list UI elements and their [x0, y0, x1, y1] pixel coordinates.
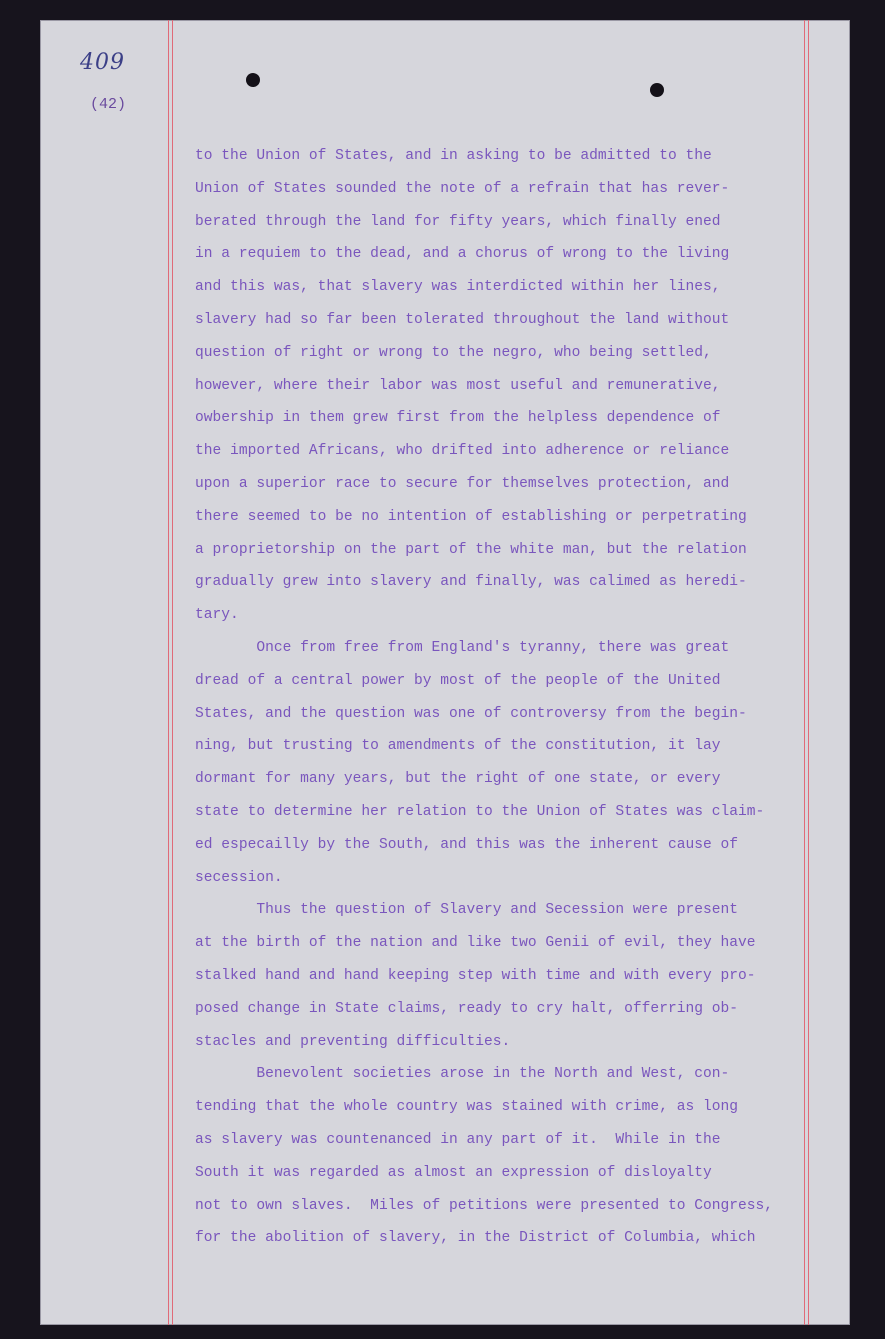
text-line: not to own slaves. Miles of petitions were presented to Congress,: [160, 1197, 774, 1214]
text-line: owbership in them grew first from the helpless dependence of: [160, 410, 721, 427]
text-line: Once from free from England's tyranny, there was great: [160, 639, 730, 656]
typed-body-text: [160, 140, 830, 1255]
text-line: question of right or wrong to the negro, who being settled,: [160, 344, 712, 361]
text-line: slavery had so far been tolerated throughout the land without: [160, 311, 730, 328]
punch-hole: [650, 83, 664, 97]
text-line: dormant for many years, but the right of one state, or every: [160, 771, 721, 788]
text-line: there seemed to be no intention of establishing or perpetrating: [160, 508, 747, 525]
text-line: Thus the question of Slavery and Secession were present: [160, 902, 739, 919]
text-line: dread of a central power by most of the people of the United: [160, 672, 721, 689]
text-line: however, where their labor was most useful and remunerative,: [160, 377, 721, 394]
text-line: stalked hand and hand keeping step with time and with every pro-: [160, 967, 756, 984]
text-line: upon a superior race to secure for themselves protection, and: [160, 475, 730, 492]
folio-number: 409: [80, 50, 125, 75]
text-line: stacles and preventing difficulties.: [160, 1033, 511, 1050]
page-number: (42): [90, 96, 127, 113]
text-line: a proprietorship on the part of the white man, but the relation: [160, 541, 747, 558]
text-line: secession.: [160, 869, 283, 886]
text-line: Benevolent societies arose in the North and West, con-: [160, 1066, 730, 1083]
text-line: at the birth of the nation and like two Genii of evil, they have: [160, 935, 756, 952]
text-line: for the abolition of slavery, in the District of Columbia, which: [160, 1230, 756, 1247]
text-line: posed change in State claims, ready to cry halt, offerring ob-: [160, 1000, 739, 1017]
text-line: state to determine her relation to the Union of States was claim-: [160, 803, 765, 820]
text-line: States, and the question was one of controversy from the begin-: [160, 705, 747, 722]
text-line: to the Union of States, and in asking to be admitted to the: [160, 148, 712, 164]
document-page: [40, 20, 850, 1325]
text-line: tary.: [160, 607, 239, 624]
text-line: in a requiem to the dead, and a chorus of wrong to the living: [160, 246, 730, 263]
text-line: the imported Africans, who drifted into adherence or reliance: [160, 443, 730, 460]
text-line: tending that the whole country was stained with crime, as long: [160, 1099, 739, 1116]
text-line: Union of States sounded the note of a refrain that has rever-: [160, 180, 730, 197]
text-line: gradually grew into slavery and finally, was calimed as heredi-: [160, 574, 747, 591]
text-line: ning, but trusting to amendments of the constitution, it lay: [160, 738, 721, 755]
text-line: as slavery was countenanced in any part of it. While in the: [160, 1131, 721, 1148]
punch-hole: [246, 73, 260, 87]
text-line: South it was regarded as almost an expression of disloyalty: [160, 1164, 712, 1181]
text-line: berated through the land for fifty years, which finally ened: [160, 213, 721, 230]
text-line: and this was, that slavery was interdicted within her lines,: [160, 279, 721, 296]
text-line: ed especailly by the South, and this was the inherent cause of: [160, 836, 739, 853]
